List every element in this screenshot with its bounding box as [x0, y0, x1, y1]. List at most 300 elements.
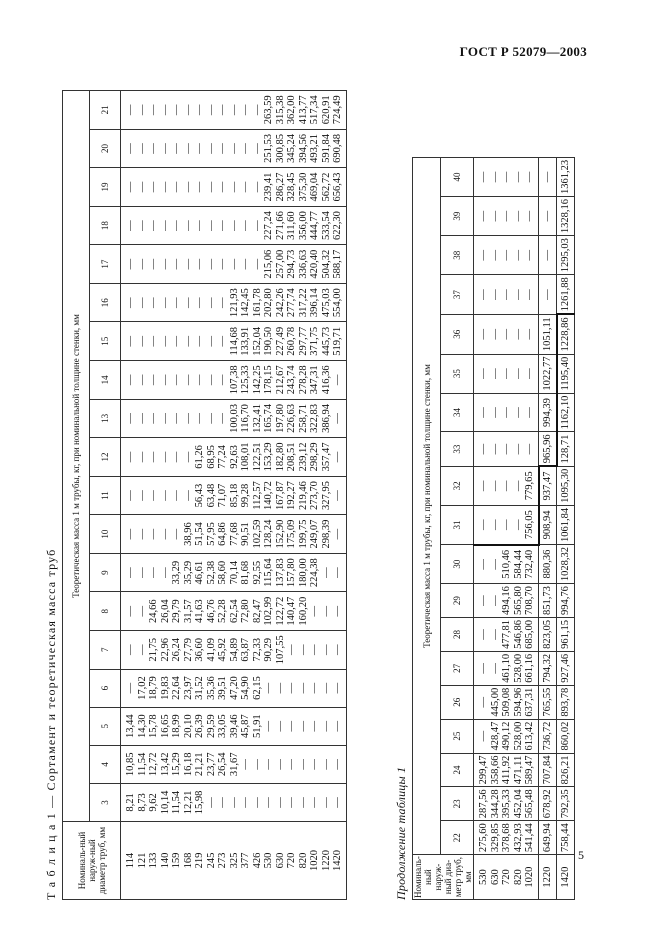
table1-cell: —	[136, 258, 148, 270]
table1-thickness-header: 18	[90, 206, 121, 245]
table1-cell: 33,05	[217, 714, 228, 739]
table2-thickness-header: 28	[441, 618, 474, 652]
table1-cell: 394,56	[297, 134, 309, 163]
table1-cell: 142,25	[251, 365, 263, 395]
table1-cell: 327,95	[320, 481, 332, 510]
table1-cell: 517,34	[309, 95, 320, 125]
table1-cell: —	[332, 374, 343, 386]
table1-cell: 178,15	[263, 365, 274, 395]
table1-cell: 31,67	[228, 752, 240, 777]
table1-cell: —	[136, 605, 148, 617]
table1-cell: —	[125, 143, 136, 154]
table1-cell: 29,59	[205, 714, 217, 739]
table2-cell: —	[489, 480, 501, 492]
table1-cell: —	[125, 336, 136, 347]
table1-cell: 35,29	[182, 560, 194, 585]
table1-cell: —	[182, 413, 194, 424]
table1-cell: 724,49	[332, 95, 343, 125]
table2-thickness-header: 25	[441, 719, 474, 753]
table1-cell: 77,68	[228, 522, 240, 546]
table2-cell: —	[524, 210, 535, 222]
table2-cell: —	[501, 519, 512, 530]
table1-thickness-header: 13	[90, 399, 121, 438]
table1-cell: 242,26	[274, 288, 286, 318]
table1-cell: 108,01	[240, 442, 251, 472]
table2-thickness-header: 35	[441, 354, 474, 393]
table2-diameter-cell: 720	[501, 869, 512, 885]
table1-diameter-cell: 325	[228, 852, 240, 869]
table1-cell: 157,80	[286, 558, 297, 588]
table1-cell: 18,79	[148, 676, 159, 700]
table2-data-column	[474, 432, 539, 466]
table1-cell: 152,04	[251, 326, 263, 356]
table1-cell: —	[194, 374, 205, 386]
table2-block	[394, 159, 612, 900]
table1-cell: —	[320, 759, 332, 770]
table2-cell: 1195,40	[557, 354, 575, 393]
table1-cell: —	[171, 528, 182, 540]
table1-cell: 277,74	[286, 288, 297, 318]
table1-cell: —	[286, 759, 297, 770]
table2-cell: 736,72	[539, 719, 557, 753]
table1-cell: 142,45	[240, 288, 251, 318]
table2-cell: —	[501, 480, 512, 492]
table2-cell: 880,36	[539, 545, 557, 584]
table1-cell: —	[148, 567, 159, 578]
table2-cell: —	[512, 249, 524, 261]
table2-data-column	[474, 466, 539, 505]
table2-thickness-header: 24	[441, 753, 474, 787]
table2-data-column	[474, 197, 539, 236]
table1-cell: 278,28	[297, 365, 309, 395]
table1-cell: 121,93	[228, 288, 240, 318]
table1-cell: —	[332, 490, 343, 501]
table1-cell: 22,64	[171, 676, 182, 700]
table1-cell: 46,61	[194, 560, 205, 585]
table1-cell: —	[136, 220, 148, 231]
table2-cell: —	[501, 328, 512, 340]
table1-cell: 92,63	[228, 445, 240, 469]
table1-cell: —	[194, 297, 205, 308]
table1-cell: 64,86	[217, 522, 228, 546]
table1-cell: —	[171, 490, 182, 501]
table2-cell: 528,00	[512, 653, 524, 683]
table1-cell: —	[182, 181, 194, 193]
table1-cell: —	[228, 797, 240, 808]
table1-cell: —	[286, 797, 297, 808]
table2-cell: —	[539, 236, 557, 275]
table2-cell: 1228,86	[557, 314, 575, 354]
table1-cell: 31,57	[182, 599, 194, 624]
table1-cell: —	[228, 181, 240, 193]
table2-cell: —	[512, 519, 524, 530]
table2-thickness-header: 34	[441, 393, 474, 432]
table1-cell: —	[148, 104, 159, 116]
table2-cell: 637,31	[524, 687, 535, 717]
table1-caption: Т а б л и ц а 1 — Сортамент и теоретическая масса труб	[44, 548, 58, 900]
table2-cell: —	[512, 480, 524, 492]
table2-diameter-column	[474, 855, 539, 900]
table2-cell: 1022,77	[539, 354, 557, 393]
table1-cell: 132,41	[251, 403, 263, 433]
table1-cell: 202,80	[263, 288, 274, 318]
table1-cell: —	[182, 220, 194, 231]
table1-cell: 622,30	[332, 211, 343, 241]
table1-cell: —	[251, 258, 263, 270]
table1-cell: 20,10	[182, 714, 194, 739]
table1-cell: —	[136, 104, 148, 116]
table1-diameter-cell: 720	[286, 852, 297, 869]
table1-cell: —	[240, 258, 251, 270]
table1-cell: 317,22	[297, 288, 309, 318]
table1-cell: —	[182, 143, 194, 154]
table2-data-column	[474, 618, 539, 652]
table1-cell: 445,73	[320, 326, 332, 356]
table1-thickness-header: 19	[90, 168, 121, 207]
table2-cell: 358,66	[489, 755, 501, 785]
table2-cell: —	[524, 368, 535, 379]
table2-cell: 1328,16	[557, 197, 575, 236]
table1-diameter-cell: 530	[263, 852, 274, 869]
table1-cell: 690,48	[332, 134, 343, 163]
table2-cell: —	[478, 696, 489, 708]
table1-cell: 357,47	[320, 442, 332, 472]
table1-cell: —	[125, 374, 136, 386]
table1-cell: 12,21	[182, 790, 194, 815]
table1-cell: —	[159, 104, 171, 116]
table1-cell: 35,36	[205, 676, 217, 700]
table1-cell: 122,72	[274, 596, 286, 626]
table2-thickness-header: 39	[441, 197, 474, 236]
table1-cell: 140,47	[286, 596, 297, 626]
table1-cell: —	[309, 759, 320, 770]
table1-diameter-cell: 159	[171, 852, 182, 869]
page-number: 5	[578, 848, 584, 862]
table1-cell: —	[332, 797, 343, 808]
table1-cell: 475,03	[320, 288, 332, 318]
table1-cell: 26,24	[171, 637, 182, 662]
table2-thickness-header: 33	[441, 432, 474, 466]
table1-cell: —	[205, 143, 217, 154]
table2-cell: 707,84	[539, 753, 557, 787]
table1-cell: —	[320, 682, 332, 694]
table1-thickness-header: 10	[90, 515, 121, 554]
table1-cell: —	[240, 220, 251, 231]
table1-cell: —	[159, 374, 171, 386]
table2-cell: 937,47	[539, 466, 557, 505]
table1-cell: 19,83	[159, 676, 171, 700]
table1-cell: —	[136, 528, 148, 540]
table1-diameter-cell: 114	[125, 852, 136, 869]
table1-cell: —	[148, 336, 159, 347]
table2-cell: —	[478, 210, 489, 222]
table2-cell: 589,47	[524, 755, 535, 785]
table2-data-column	[474, 787, 539, 821]
table1-cell: —	[194, 413, 205, 424]
table1-data-column	[121, 438, 347, 477]
table1-cell: —	[159, 220, 171, 231]
table1-cell: 26,39	[194, 714, 205, 739]
table1-cell: —	[240, 759, 251, 770]
table1-cell: —	[159, 336, 171, 347]
table1-cell: 533,54	[320, 211, 332, 241]
table2-cell: —	[501, 249, 512, 261]
table2-cell: 461,10	[501, 653, 512, 683]
table1-cell: —	[125, 181, 136, 193]
table2-cell: —	[489, 249, 501, 261]
table1-cell: —	[217, 413, 228, 424]
table2-cell: 851,73	[539, 584, 557, 618]
table2-data-column	[474, 236, 539, 275]
table2-cell: 994,39	[539, 393, 557, 432]
table1-cell: 13,44	[125, 714, 136, 739]
table1-cell: 420,40	[309, 249, 320, 279]
table1-cell: 63,87	[240, 637, 251, 662]
table2-cell: 565,80	[512, 586, 524, 616]
table1-cell: 396,14	[309, 288, 320, 318]
table1-cell: —	[159, 451, 171, 463]
table2-cell: —	[489, 559, 501, 570]
table2-thickness-header: 31	[441, 505, 474, 544]
table1-diameter-cell: 121	[136, 852, 148, 869]
table1-cell: —	[171, 451, 182, 463]
table1-cell: —	[228, 104, 240, 116]
table1-cell: —	[125, 413, 136, 424]
table1-cell: 63,48	[205, 483, 217, 508]
table1-cell: 8,21	[125, 793, 136, 812]
table2-cell: 792,35	[557, 787, 575, 821]
table2-cell: —	[512, 289, 524, 300]
table1-diameter-header: Номиналь-ный наруж-ный диаметр труб, мм	[63, 822, 121, 900]
table1-diameter-cell: 168	[182, 852, 194, 869]
table1-cell: 356,00	[297, 211, 309, 241]
table2-cell: 649,94	[539, 821, 557, 855]
table1-cell: —	[182, 374, 194, 386]
table1-cell: —	[251, 143, 263, 154]
table2-cell: 411,92	[501, 755, 512, 785]
table2-cell: —	[512, 368, 524, 379]
table2-cell: —	[478, 730, 489, 742]
table1-cell: —	[171, 220, 182, 231]
table1-cell: 258,71	[297, 403, 309, 433]
table2-data-column	[474, 505, 539, 544]
table1-cell: —	[217, 336, 228, 347]
table1-diameter-cell: 1220	[320, 850, 332, 872]
table1-data-column	[121, 91, 347, 130]
table1-data-column	[121, 592, 347, 631]
table2-cell: 275,60	[478, 823, 489, 853]
table1-cell: 90,29	[263, 637, 274, 662]
table1-cell: —	[125, 297, 136, 308]
table1-cell: —	[217, 143, 228, 154]
table1-cell: —	[171, 143, 182, 154]
table2-cell: —	[512, 210, 524, 222]
table2-thickness-header: 37	[441, 275, 474, 315]
table2-cell: —	[539, 197, 557, 236]
table1-cell: —	[171, 336, 182, 347]
table1-thickness-header: 21	[90, 91, 121, 130]
table1-cell: 100,03	[228, 403, 240, 433]
table1-cell: 18,99	[171, 714, 182, 739]
table1-cell: 36,60	[194, 637, 205, 662]
table1-cell: 51,54	[194, 522, 205, 546]
table1-cell: —	[125, 528, 136, 540]
table1-data-column	[121, 283, 347, 322]
table1-cell: —	[217, 220, 228, 231]
table1-cell: —	[136, 451, 148, 463]
table2-thickness-header: 32	[441, 466, 474, 505]
table1-cell: —	[228, 220, 240, 231]
table1-cell: 62,54	[228, 599, 240, 624]
table2-cell: 678,92	[539, 787, 557, 821]
table1-cell: —	[125, 490, 136, 501]
table1-cell: 81,68	[240, 560, 251, 585]
table2-cell: 432,93	[512, 823, 524, 853]
table2-cell: —	[489, 519, 501, 530]
table1-cell: 182,80	[274, 442, 286, 472]
table1-diameter-cell: 377	[240, 852, 251, 869]
table1-cell: 469,04	[309, 172, 320, 202]
table1-cell: 591,84	[320, 134, 332, 163]
table2-cell: 584,44	[512, 549, 524, 579]
table1-cell: 243,74	[286, 365, 297, 395]
table1-cell: 107,38	[228, 365, 240, 395]
table2-cell: 779,65	[524, 471, 535, 501]
table1-cell: 90,51	[240, 522, 251, 546]
table2-thickness-header: 23	[441, 787, 474, 821]
table1-cell: —	[263, 797, 274, 808]
table1-cell: 386,94	[320, 403, 332, 433]
table1-cell: 493,21	[309, 134, 320, 163]
table2-cell: 823,05	[539, 618, 557, 652]
table1-cell: 82,47	[251, 599, 263, 624]
table1-cell: —	[297, 720, 309, 732]
table2-data-column	[474, 651, 539, 685]
table1-cell: 251,53	[263, 134, 274, 163]
table1-cell: 273,70	[309, 481, 320, 510]
table1-cell: —	[297, 682, 309, 694]
table2-cell: 1028,32	[557, 545, 575, 584]
table2-cell: —	[539, 275, 557, 315]
table1-cell: —	[309, 682, 320, 694]
table2-cell: 927,46	[557, 651, 575, 685]
table1-cell: —	[182, 297, 194, 308]
table1-cell: —	[125, 104, 136, 116]
table2-cell: 893,78	[557, 685, 575, 719]
table1-thickness-header: 9	[90, 553, 121, 592]
table1-cell: —	[159, 258, 171, 270]
table1-cell: —	[148, 413, 159, 424]
table1-cell: 311,60	[286, 211, 297, 240]
table1-cell: —	[228, 258, 240, 270]
table1-cell: 15,29	[171, 752, 182, 777]
table2-cell: —	[489, 407, 501, 418]
table1-cell: 519,71	[332, 326, 343, 356]
table1-cell: —	[251, 797, 263, 808]
table1-cell: —	[125, 605, 136, 617]
table1-cell: 52,38	[205, 560, 217, 585]
table2-thickness-header: 22	[441, 821, 474, 855]
table1-cell: 588,17	[332, 249, 343, 279]
table1-cell: 16,65	[159, 714, 171, 739]
table1-cell: 137,83	[274, 558, 286, 588]
table1-cell: —	[148, 451, 159, 463]
table1-cell: 23,77	[205, 752, 217, 777]
table1-cell: —	[309, 605, 320, 617]
table2-cell: —	[524, 289, 535, 300]
table1-cell: —	[332, 605, 343, 617]
table1-cell: —	[309, 644, 320, 656]
table2-cell: 428,47	[489, 721, 501, 751]
table1-cell: —	[205, 220, 217, 231]
table2-cell: —	[512, 328, 524, 340]
table1-cell: 249,07	[309, 519, 320, 549]
table2-data-column	[474, 821, 539, 855]
table1-cell: 58,60	[217, 560, 228, 585]
table2-group-header: Теоретическая масса 1 м трубы, кг, при номинальной толщине стенки, мм	[413, 157, 441, 854]
table1-cell: 239,41	[263, 172, 274, 202]
table2-cell: —	[478, 171, 489, 183]
table1-cell: —	[228, 143, 240, 154]
table1-thickness-header: 20	[90, 129, 121, 168]
table1-cell: 54,90	[240, 676, 251, 700]
table2-data-column	[474, 753, 539, 787]
table2-cell: —	[489, 368, 501, 379]
table2-diameter-cell: 1020	[524, 866, 535, 888]
table1-data-column	[121, 168, 347, 207]
table1-cell: 199,75	[297, 519, 309, 549]
table2-cell: —	[489, 629, 501, 640]
table1-cell: 38,96	[182, 522, 194, 546]
table1-cell: 33,29	[171, 560, 182, 585]
table1-diameter-column	[121, 822, 347, 900]
table1-cell: —	[159, 567, 171, 578]
table1-cell: 62,15	[251, 676, 263, 700]
table1-cell: 125,33	[240, 365, 251, 395]
table1-cell: 160,20	[297, 596, 309, 626]
table2-cell: —	[501, 443, 512, 455]
table1-diameter-cell: 1420	[332, 850, 343, 872]
table1-cell: 39,51	[217, 676, 228, 700]
table2-data-column	[474, 354, 539, 393]
table1-cell: 14,30	[136, 714, 148, 739]
table1-cell: —	[320, 605, 332, 617]
table1-cell: 26,54	[217, 752, 228, 777]
table1-cell: —	[136, 413, 148, 424]
table1	[62, 90, 347, 900]
table1-cell: —	[205, 297, 217, 308]
table1-cell: —	[309, 720, 320, 732]
table1-diameter-cell: 133	[148, 852, 159, 869]
table1-cell: 72,33	[251, 637, 263, 662]
table2-data-column	[474, 545, 539, 584]
table1-cell: —	[182, 258, 194, 270]
table2-data-column	[474, 719, 539, 753]
table1-cell: —	[148, 490, 159, 501]
table1-cell: —	[205, 258, 217, 270]
table1-cell: 620,91	[320, 95, 332, 125]
table1-cell: —	[240, 143, 251, 154]
table1-cell: —	[125, 644, 136, 656]
table1-diameter-cell: 426	[251, 852, 263, 869]
table2-cell: —	[478, 480, 489, 492]
table1-cell: 72,80	[240, 599, 251, 624]
table2-cell: 452,04	[512, 789, 524, 819]
table2-cell: —	[539, 157, 557, 196]
table2-cell: —	[512, 407, 524, 418]
table1-cell: 21,21	[194, 752, 205, 777]
table1-cell: —	[194, 104, 205, 116]
